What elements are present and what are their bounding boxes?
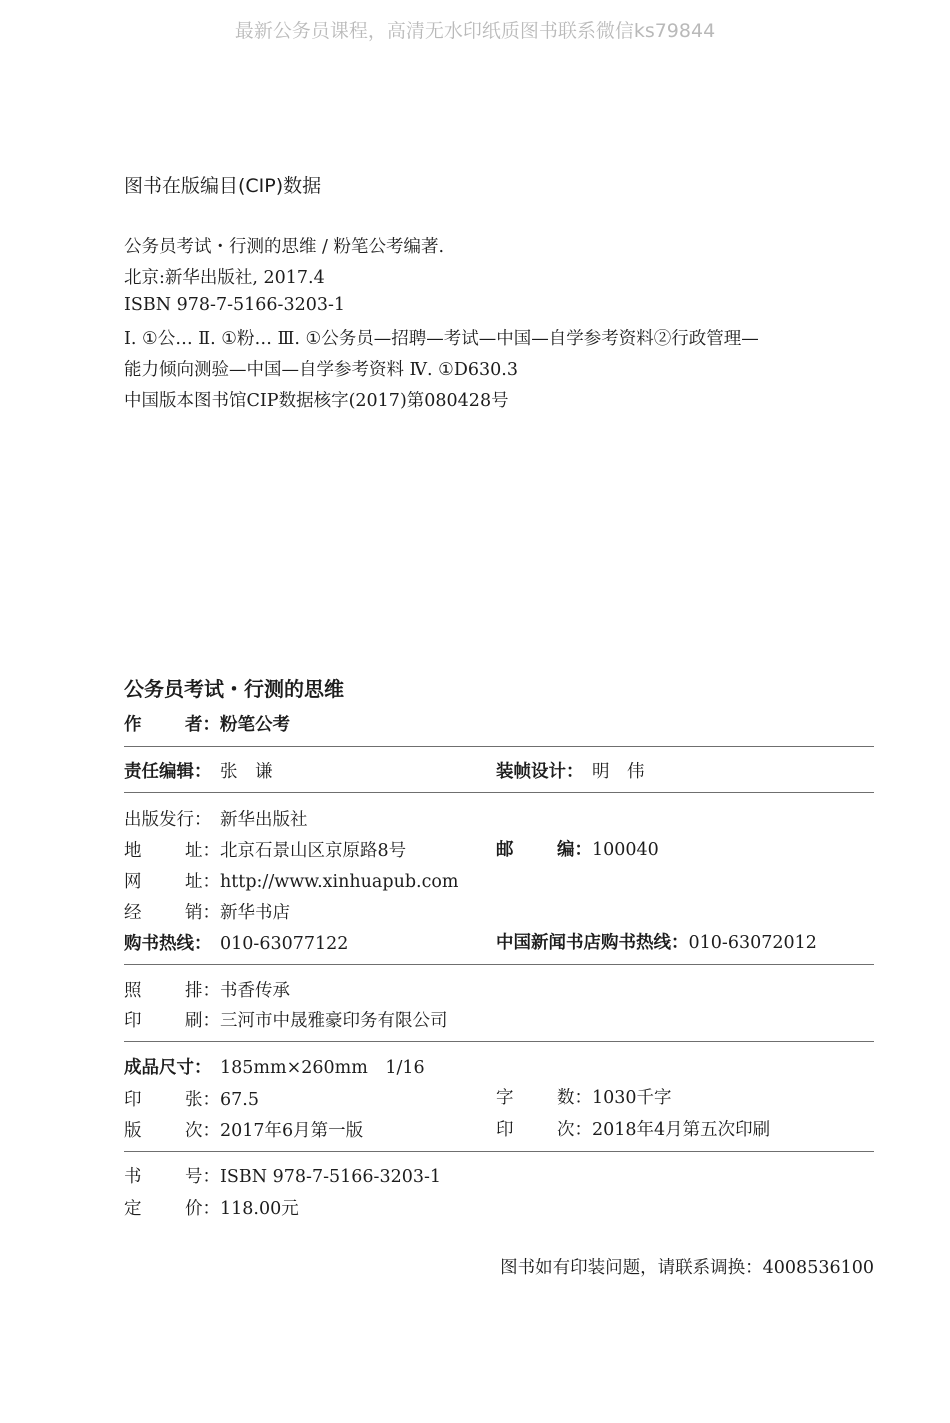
- website-row: [124, 868, 459, 893]
- distributor-label: 经 销：: [124, 903, 220, 923]
- xinhua-hotline-value: 010-63072012: [688, 933, 817, 953]
- address-label: 地 址：: [124, 841, 220, 861]
- impression-label: 印 次：: [496, 1120, 592, 1140]
- designer-value: 明 伟: [592, 762, 645, 782]
- editor-label: 责任编辑：: [124, 762, 212, 782]
- author-row: [124, 711, 290, 736]
- sheets-label: 印 张：: [124, 1090, 220, 1110]
- hotline-label: 购书热线：: [124, 934, 212, 954]
- impression-row: [496, 1116, 770, 1141]
- words-label: 字 数：: [496, 1088, 592, 1108]
- size-row: [124, 1054, 425, 1079]
- printing-label: 印 刷：: [124, 1011, 220, 1031]
- sheets-row: [124, 1086, 259, 1111]
- website-label: 网 址：: [124, 872, 220, 892]
- edition-row: [124, 1117, 363, 1142]
- cip-line-classification-cont: 能力倾向测验—中国—自学参考资料 Ⅳ. ①D630.3: [124, 360, 518, 380]
- xinhua-hotline-label: 中国新闻书店购书热线：: [496, 933, 689, 953]
- impression-value: 2018年4月第五次印刷: [592, 1120, 771, 1140]
- cip-line-isbn: ISBN 978-7-5166-3203-1: [124, 295, 346, 315]
- typesetting-label: 照 排：: [124, 981, 220, 1001]
- footer-note: 图书如有印装问题，请联系调换：4008536100: [500, 1258, 874, 1278]
- distributor-value: 新华书店: [220, 903, 290, 923]
- price-label: 定 价：: [124, 1199, 220, 1219]
- cip-line-classification: Ⅰ. ①公… Ⅱ. ①粉… Ⅲ. ①公务员—招聘—考试—中国—自学参考资料②行政管理—: [124, 329, 759, 349]
- designer-label: 装帧设计：: [496, 762, 584, 782]
- words-value: 1030千字: [592, 1088, 672, 1108]
- printing-row: [124, 1007, 448, 1032]
- hotline-value: 010-63077122: [220, 934, 349, 954]
- designer-row: [496, 758, 645, 783]
- edition-value: 2017年6月第一版: [220, 1121, 364, 1141]
- price-row: [124, 1195, 299, 1220]
- author-value: 粉笔公考: [220, 715, 290, 735]
- editor-value: 张 谦: [220, 762, 273, 782]
- address-row: [124, 837, 406, 862]
- postcode-value: 100040: [592, 840, 659, 860]
- divider-3: [124, 964, 874, 965]
- address-value: 北京石景山区京原路8号: [220, 841, 407, 861]
- postcode-label: 邮 编：: [496, 840, 592, 860]
- edition-label: 版 次：: [124, 1121, 220, 1141]
- typesetting-row: [124, 977, 290, 1002]
- price-value: 118.00元: [220, 1199, 299, 1219]
- size-label: 成品尺寸：: [124, 1058, 212, 1078]
- typesetting-value: 书香传承: [220, 981, 290, 1001]
- editor-row: [124, 758, 273, 783]
- cip-line-publisher: 北京:新华出版社, 2017.4: [124, 268, 325, 288]
- cip-line-record-number: 中国版本图书馆CIP数据核字(2017)第080428号: [124, 391, 509, 411]
- words-row: [496, 1084, 672, 1109]
- isbn-row: [124, 1163, 441, 1188]
- distributor-row: [124, 899, 290, 924]
- cip-line-title: 公务员考试・行测的思维 / 粉笔公考编著.: [124, 237, 445, 257]
- divider-2: [124, 792, 874, 793]
- divider-4: [124, 1041, 874, 1042]
- divider-1: [124, 746, 874, 747]
- publisher-value: 新华出版社: [220, 810, 308, 830]
- postcode-row: [496, 836, 659, 861]
- watermark-text: 最新公务员课程，高清无水印纸质图书联系微信ks79844: [234, 20, 716, 42]
- isbn-value: ISBN 978-7-5166-3203-1: [220, 1167, 442, 1187]
- isbn-label: 书 号：: [124, 1167, 220, 1187]
- hotline-row: [124, 930, 348, 955]
- author-label: 作 者：: [124, 715, 220, 735]
- divider-5: [124, 1151, 874, 1152]
- cip-heading: 图书在版编目(CIP)数据: [124, 175, 322, 197]
- printing-value: 三河市中晟雅豪印务有限公司: [220, 1011, 448, 1031]
- publisher-row: [124, 806, 308, 831]
- size-value: 185mm×260mm 1/16: [220, 1058, 425, 1078]
- sheets-value: 67.5: [220, 1090, 259, 1110]
- book-title: 公务员考试・行测的思维: [124, 677, 344, 701]
- website-value: http://www.xinhuapub.com: [220, 872, 459, 892]
- publisher-label: 出版发行：: [124, 810, 212, 830]
- xinhua-hotline-row: [496, 929, 817, 954]
